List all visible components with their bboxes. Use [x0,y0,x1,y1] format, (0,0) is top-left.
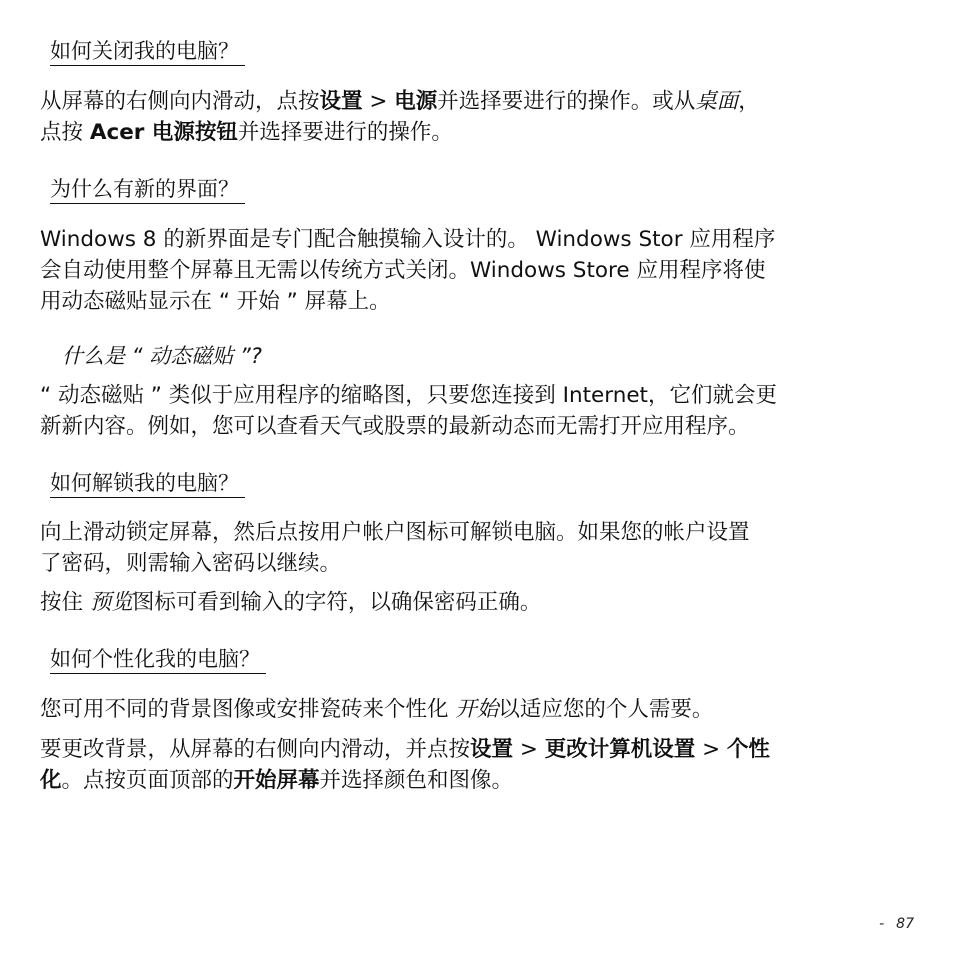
paragraph-new-interface [40,224,920,317]
text-run: 您可用不同的背景图像或安排瓷砖来个性化 [40,697,456,722]
paragraph-line: 用动态磁贴显示在 “ 开始 ” 屏幕上。 [40,289,391,314]
bold-term-change-pc-settings: 更改计算机设置 [544,737,696,762]
paragraph-line: “ 动态磁贴 ” 类似于应用程序的缩略图，只要您连接到 Internet，它们就会更 [40,383,777,408]
italic-term-desktop: 桌面 [695,89,739,114]
paragraph-line [40,587,920,618]
paragraph-shutdown [40,86,920,148]
italic-term-start: 开始 [455,697,499,722]
paragraph-line: 会自动使用整个屏幕且无需以传统方式关闭。Windows Store 应用程序将使 [40,258,766,283]
paragraph-line: 新新内容。例如，您可以查看天气或股票的最新动态而无需打开应用程序。 [40,414,750,439]
text-run: 图标可看到输入的字符，以确保密码正确。 [132,590,542,615]
text-run: 以适应您的个人需要。 [498,697,714,722]
paragraph-live-tiles [40,380,920,442]
bold-term-acer-power-button: Acer 电源按钮 [89,120,238,145]
bold-term-power: 电源 [394,89,438,114]
bold-term-settings: 设置 [319,89,363,114]
paragraph-line [40,765,920,796]
text-run: 点按 [40,120,90,145]
text-run: 按住 [40,590,90,615]
paragraph-line: Windows 8 的新界面是专门配合触摸输入设计的。 Windows Stor 应用程序 [40,227,776,252]
paragraph-line [40,694,920,725]
section-heading-shutdown: 如何关闭我的电脑？ [50,37,245,66]
paragraph-line [40,734,920,765]
italic-term-preview: 预览 [89,590,133,615]
paragraph-line: 了密码，则需输入密码以继续。 [40,551,342,576]
text-run: 并选择要进行的操作。 [237,120,453,145]
paragraph-personalize [40,694,920,725]
paragraph-preview [40,587,920,618]
paragraph-change-background [40,734,920,796]
text-run: > [513,737,545,762]
bold-term-settings: 设置 [470,737,514,762]
footer-dash: - [879,916,885,932]
subheading-live-tiles: 什么是 “ 动态磁贴 ”? [62,344,262,368]
text-run: ， [738,89,760,114]
paragraph-unlock [40,517,920,579]
paragraph-line [40,86,920,117]
section-heading-unlock: 如何解锁我的电脑？ [50,469,245,498]
text-run: > [695,737,727,762]
paragraph-line: 向上滑动锁定屏幕，然后点按用户帐户图标可解锁电脑。如果您的帐户设置 [40,520,750,545]
section-heading-personalize: 如何个性化我的电脑？ [50,645,266,674]
text-run: 从屏幕的右侧向内滑动，点按 [40,89,320,114]
page-number: 87 [896,916,914,932]
text-run: > [362,89,395,114]
text-run: 并选择颜色和图像。 [319,768,514,793]
bold-term-personalize-end: 化 [40,768,62,793]
page-footer [879,916,914,932]
bold-term-personalize: 个性 [726,737,770,762]
section-heading-new-interface: 为什么有新的界面？ [50,175,245,204]
paragraph-line [40,117,920,148]
bold-term-start-screen: 开始屏幕 [233,768,320,793]
text-run: 并选择要进行的操作。或从 [437,89,696,114]
text-run: 。点按页面顶部的 [61,768,234,793]
text-run: 要更改背景，从屏幕的右侧向内滑动，并点按 [40,737,471,762]
